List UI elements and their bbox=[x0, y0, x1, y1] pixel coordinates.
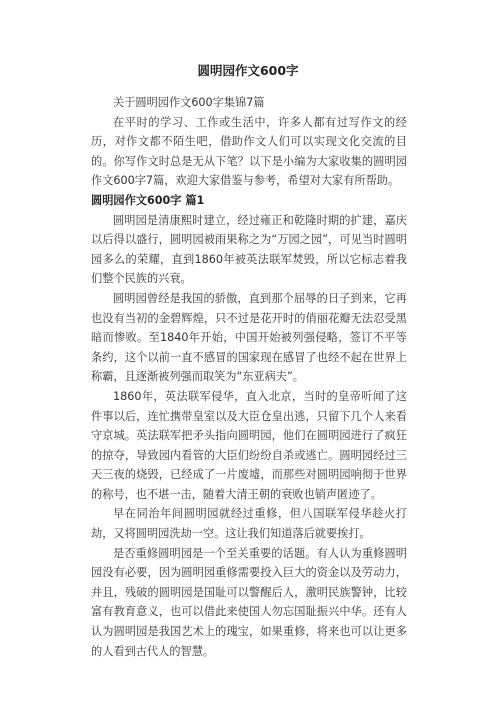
body-paragraph: 圆明园是清康熙时建立，经过雍正和乾隆时期的扩建，嘉庆以后得以盛行，圆明园被雨果称之为“万园之园”，可见当时圆明园多么的荣耀，直到1860年被英法联军焚毁，所以它标志着我们整个民族的兴衰。 bbox=[91, 213, 407, 286]
page-title: 圆明园作文600字 bbox=[197, 63, 299, 78]
body-paragraph: 1860年，英法联军侵华，直入北京，当时的皇帝听闻了这件事以后，连忙携带皇室以及大臣仓皇出逃，只留下几个人来看守京城。英法联军把矛头指向圆明园，他们在圆明园进行了疯狂的掠夺，导致园内看管的大臣们纷纷自杀或逃亡。圆明园经过三天三夜的烧毁，已经成了一片废墟，而那些对圆明园响彻于世界的称号，也不堪一击，随着大清王朝的衰败也销声匿迹了。 bbox=[91, 389, 407, 501]
body-paragraph: 早在同治年间圆明园就经过重修，但八国联军侵华趁火打劫，又将圆明园洗劫一空。这让我们知道落后就要挨打。 bbox=[91, 507, 407, 541]
intro-line: 关于圆明园作文600字集锦7篇 bbox=[113, 96, 265, 109]
body-paragraph: 圆明园曾经是我国的骄傲，直到那个屈辱的日子到来，它再也没有当初的金碧辉煌，只不过是花开时的俏丽花瓣无法忍受黑暗而惨败。至1840年开始，中国开始被列强侵略，签订不平等条约，这个以前一直不感冒的国家现在感冒了也经不起在世界上称霸，且逐渐被列强而取笑为“东亚病夫”。 bbox=[91, 291, 407, 384]
section-heading: 圆明园作文600字 篇1 bbox=[91, 193, 205, 207]
intro-paragraph: 在平时的学习、工作或生活中，许多人都有过写作文的经历，对作文都不陌生吧，借助作文人们可以实现文化交流的目的。你写作文时总是无从下笔？以下是小编为大家收集的圆明园作文600字7篇，欢迎大家借鉴与参考，希望对大家有所帮助。 bbox=[91, 115, 407, 188]
document-body bbox=[91, 93, 407, 661]
body-paragraph: 是否重修圆明园是一个至关重要的话题。有人认为重修圆明园没有必要，因为圆明园重修需要投入巨大的资金以及劳动力，并且，残破的圆明园是国耻可以警醒后人，激明民族警钟，比较富有教育意义，也可以借此来使国人勿忘国耻振兴中华。还有人认为圆明园是我国艺术上的瑰宝，如果重修，将来也可以让更多的人看到古代人的智慧。 bbox=[91, 546, 407, 658]
